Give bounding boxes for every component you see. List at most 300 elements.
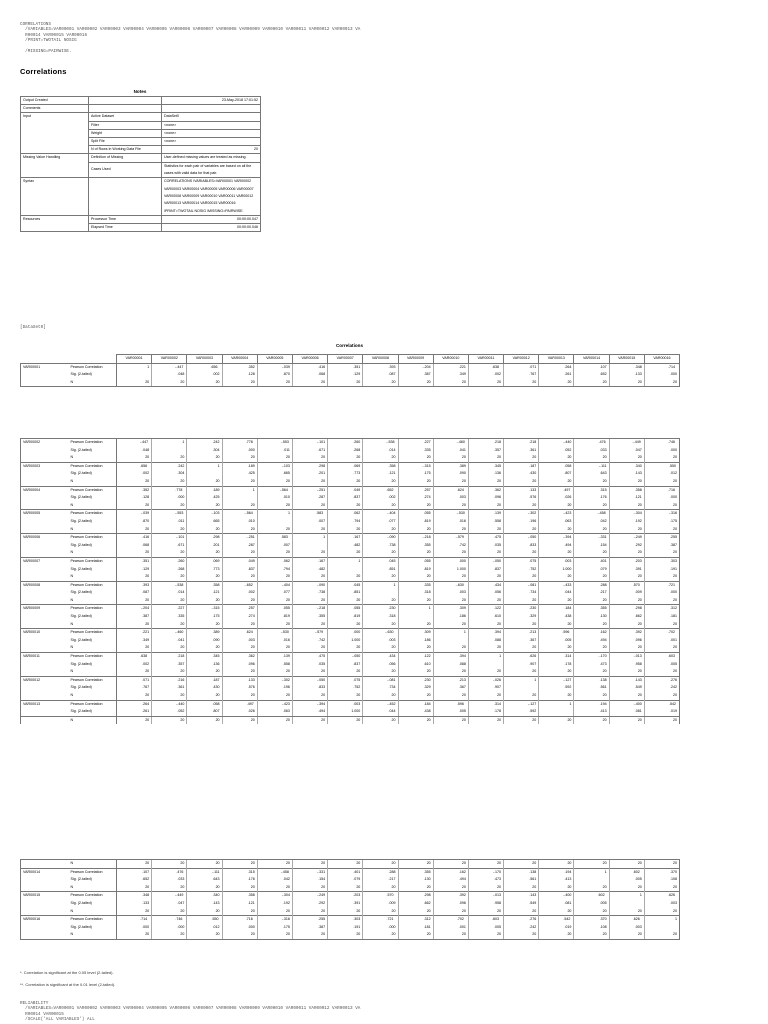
table-row [21,363,680,371]
correlation-cell: 20 [574,454,609,462]
correlation-cell: 20 [398,884,433,892]
row-variable-label: VAR00011 [21,653,69,661]
table-row [21,526,680,534]
correlation-cell: 20 [187,478,222,486]
correlation-cell: .367 [504,637,539,645]
notes-value: DataSet0 [162,113,261,121]
correlation-cell: 20 [222,573,257,581]
correlation-cell: 20 [539,502,574,510]
correlation-cell: -.400 [539,892,574,900]
correlation-cell: 20 [187,716,222,724]
table-row [21,924,680,932]
correlation-cell: .665 [187,518,222,526]
correlation-cell: .011 [257,447,292,455]
correlation-cell: .391 [328,900,363,908]
correlation-cell: .005 [644,661,679,669]
correlation-cell: 20 [468,549,503,557]
correlation-cell: .143 [187,900,222,908]
correlation-cell: .049 [222,557,257,565]
notes-value: CORRELATIONS /VARIABLES=VAR00001 VAR00002 VAR00003 VAR00004 VAR00005 VAR00006 VAR00007 VAR00008 VAR00009 VAR00010 VAR00011 VAR00012 VAR00013 VAR00014 VAR00015 VAR00016 /PRINT=TWOTAIL NOSIG /MISSING=PAIRWISE. [162,178,261,215]
correlation-cell: .217 [363,876,398,884]
correlation-cell: .068 [292,371,327,379]
table-row [21,478,680,486]
correlation-cell: 20 [117,668,152,676]
correlation-cell: .335 [152,613,187,621]
correlation-cell: 20 [468,931,503,939]
correlation-cell [433,637,468,645]
correlation-cell: .340 [609,462,644,470]
correlation-cell: 20 [117,716,152,724]
table-row [21,629,680,637]
correlation-cell: .167 [328,534,363,542]
correlation-cell: 20 [292,908,327,916]
row-variable-label: VAR00005 [21,510,69,518]
correlation-cell: 1 [504,676,539,684]
stat-label: Sig. (2-tailed) [69,876,117,884]
correlation-cell: .077 [363,518,398,526]
correlation-cell: .335 [398,581,433,589]
correlation-cell: 20 [433,860,468,869]
correlation-cell: .186 [398,637,433,645]
row-variable-label: VAR00006 [21,534,69,542]
correlation-cell: 20 [222,860,257,869]
correlation-cell: .438 [539,613,574,621]
correlation-cell: 20 [222,379,257,387]
correlation-cell: 20 [328,573,363,581]
table-row [21,542,680,550]
correlation-cell: .063 [539,518,574,526]
stat-label: Sig. (2-tailed) [69,589,117,597]
correlation-cell: .216 [152,676,187,684]
correlation-cell: .833 [504,542,539,550]
correlation-cell: -.447* [152,363,187,371]
correlation-cell: .907 [504,661,539,669]
correlation-cell: 20 [398,860,433,869]
correlation-cell: 20 [187,860,222,869]
correlation-cell: .016 [257,637,292,645]
table-row [21,439,680,447]
correlation-cell: .009 [363,900,398,908]
correlation-cell: .189 [187,486,222,494]
correlation-cell: 20 [504,478,539,486]
correlation-cell: -.013 [609,653,644,661]
correlation-cell: 20 [363,454,398,462]
correlation-cell: 1.000 [328,637,363,645]
correlation-cell [398,613,433,621]
notes-row [21,113,261,121]
correlation-cell: .002 [117,470,152,478]
correlation-cell: .475 [468,534,503,542]
correlation-cell: 20 [257,860,292,869]
correlation-cell [328,566,363,574]
correlation-cell: .000 [644,447,679,455]
correlation-cell: 20 [504,668,539,676]
notes-item-label [89,105,162,113]
dataset-label: [DataSet0] [20,325,46,330]
row-variable-label: VAR00002 [21,439,69,447]
correlation-cell: 20 [152,526,187,534]
stat-label: N [69,502,117,510]
table-row [21,884,680,892]
correlation-cell: -.452 [363,700,398,708]
correlation-cell: 20 [363,478,398,486]
correlation-cell: .242 [504,924,539,932]
column-header: VAR00009 [398,355,433,364]
correlation-cell: .181 [398,924,433,932]
stat-label: Pearson Correlation [69,363,117,371]
correlation-cell: -.553* [257,439,292,447]
notes-group-label: Input [21,113,89,121]
correlation-cell: .044 [363,708,398,716]
correlation-cell: .702** [644,629,679,637]
row-variable-label [21,668,69,676]
syntax-line: R00014 VAR00015 [20,1011,64,1017]
table-row [21,510,680,518]
correlation-cell: 20 [644,692,679,700]
correlation-cell: .349 [117,637,152,645]
correlation-cell: .261 [117,708,152,716]
correlation-cell: .592 [539,684,574,692]
table-row [21,379,680,387]
correlation-cell: 1.000 [328,708,363,716]
correlation-cell: 20 [328,454,363,462]
table-row [21,486,680,494]
correlation-cell: .003 [222,637,257,645]
correlation-cell: 20 [257,644,292,652]
correlation-cell: .837 [328,494,363,502]
correlation-cell: 20 [398,454,433,462]
correlation-cell: .819 [328,613,363,621]
correlation-cell: .088 [433,661,468,669]
correlation-cell: 20 [433,597,468,605]
correlation-cell: .000 [433,557,468,565]
correlation-cell: .079 [574,566,609,574]
correlation-cell: .033 [152,876,187,884]
correlation-cell: -.331 [574,534,609,542]
row-variable-label: VAR00008 [21,581,69,589]
correlation-cell: .292 [292,900,327,908]
correlation-cell: 20 [433,884,468,892]
correlation-cell: .351 [117,557,152,565]
table-row [21,371,680,379]
notes-row [21,224,261,232]
column-header: VAR00012 [504,355,539,364]
correlation-cell: .393 [117,581,152,589]
correlation-cell: -.630** [363,629,398,637]
correlation-cell: 20 [328,526,363,534]
correlation-cell: .230 [504,605,539,613]
column-header: VAR00005 [257,355,292,364]
correlation-cell: .062 [257,557,292,565]
correlation-cell: 20 [222,502,257,510]
correlation-cell: .416 [292,363,327,371]
correlation-cell: 20 [328,692,363,700]
correlation-cell: 20 [539,379,574,387]
correlation-cell: .088 [468,637,503,645]
column-header: VAR00013 [539,355,574,364]
correlation-cell: .058 [187,700,222,708]
correlation-cell: .494 [433,876,468,884]
correlation-cell: 1 [539,700,574,708]
correlation-cell: .192 [609,518,644,526]
correlation-cell: -.460* [152,629,187,637]
correlation-cell: 20 [504,454,539,462]
correlation-cell: .090 [433,470,468,478]
correlation-cell: .298 [187,534,222,542]
correlation-cell: 20 [504,549,539,557]
correlation-cell: .602** [574,892,609,900]
correlation-cell: .752 [328,684,363,692]
correlation-cell: .026 [222,708,257,716]
correlation-cell [574,876,609,884]
correlation-cell: -.170 [468,868,503,876]
correlation-cell: 20 [328,908,363,916]
row-variable-label [21,661,69,669]
correlation-cell: .019 [644,708,679,716]
correlation-cell: 1 [644,916,679,924]
correlation-cell: .738 [363,542,398,550]
correlation-cell: .133 [609,371,644,379]
notes-item-label: N of Rows in Working Data File [89,146,162,154]
syntax-log-top [20,22,360,54]
stat-label: N [69,931,117,939]
correlation-cell: .255 [644,534,679,542]
correlation-cell: .662 [398,900,433,908]
correlation-cell: 20 [539,621,574,629]
correlation-cell: .019 [539,924,574,932]
notes-item-label [89,97,162,105]
correlation-cell: 20 [187,502,222,510]
correlation-cell: .268 [152,566,187,574]
stat-label: N [69,884,117,892]
correlation-cell: 20 [152,692,187,700]
correlation-cell: 20 [644,478,679,486]
correlation-cell: .358 [222,892,257,900]
table-row [21,597,680,605]
correlation-cell: .063 [257,708,292,716]
correlation-cell: .181 [644,613,679,621]
correlation-cell: .055 [328,605,363,613]
correlation-cell: 1 [222,486,257,494]
correlation-cell: .011 [152,518,187,526]
stat-label: Sig. (2-tailed) [69,470,117,478]
correlation-cell: .055 [398,510,433,518]
correlation-cell: .721** [363,916,398,924]
correlation-cell: 20 [363,668,398,676]
correlation-cell: .643 [187,876,222,884]
correlation-cell: .129 [328,371,363,379]
correlation-cell: .592 [504,708,539,716]
correlation-cell: .576 [504,494,539,502]
correlation-cell: .138 [574,676,609,684]
correlation-cell: .003 [609,924,644,932]
correlation-cell: 20 [152,454,187,462]
notes-table [20,96,261,232]
correlation-cell: -.400 [609,700,644,708]
stat-label: Sig. (2-tailed) [69,542,117,550]
correlation-cell: 20 [257,668,292,676]
correlation-cell: .096 [468,494,503,502]
correlation-cell: .213 [433,676,468,684]
correlation-cell: .048 [152,371,187,379]
correlation-cell: .292 [609,542,644,550]
correlation-cell: .000 [644,371,679,379]
correlation-cell: 20 [222,908,257,916]
correlation-cell: 20 [257,478,292,486]
notes-caption: Notes [133,89,147,94]
correlation-cell: -.050 [468,557,503,565]
row-variable-label [21,502,69,510]
table-row [21,644,680,652]
correlation-cell: .303 [644,557,679,565]
correlation-cell: .002 [222,589,257,597]
correlation-cell: .357 [468,447,503,455]
page-title: Correlations [20,67,67,76]
correlation-cell: .497* [539,486,574,494]
correlation-cell: 20 [187,454,222,462]
correlation-cell: .362 [468,486,503,494]
correlation-cell: .005 [433,708,468,716]
table-row [21,494,680,502]
footnote-05: *. Correlation is significant at the 0.05 level (2-tailed). [20,970,114,975]
correlation-cell: .001 [644,637,679,645]
correlation-cell: .274 [398,494,433,502]
correlation-cell: 20 [609,478,644,486]
correlation-cell [187,470,222,478]
correlation-cell: 1 [328,557,363,565]
row-variable-label: VAR00016 [21,916,69,924]
correlation-cell: 20 [433,621,468,629]
correlation-cell: 20 [433,526,468,534]
correlation-cell: 20 [504,716,539,724]
correlation-cell: 20 [257,549,292,557]
correlation-cell: .154 [292,876,327,884]
correlation-cell: 20 [363,908,398,916]
correlation-cell: -.458* [257,868,292,876]
correlation-cell: -.423 [539,510,574,518]
column-header: VAR00014 [574,355,609,364]
correlations-table-part3 [20,859,680,940]
correlation-cell: 20 [468,454,503,462]
correlation-cell: 20 [398,668,433,676]
correlation-cell: 20 [468,884,503,892]
correlation-cell: .187 [504,462,539,470]
correlation-cell: .392 [433,892,468,900]
row-variable-label [21,597,69,605]
correlation-cell: 20 [117,502,152,510]
header-blank [21,355,117,364]
stat-label: Pearson Correlation [69,510,117,518]
correlation-cell: 20 [468,526,503,534]
correlation-cell: 20 [504,908,539,916]
correlation-cell: 20 [328,549,363,557]
correlation-cell: .175 [187,613,222,621]
correlation-cell: -.652** [222,581,257,589]
correlation-cell: -.103 [257,462,292,470]
table-row [21,700,680,708]
stat-label: Sig. (2-tailed) [69,371,117,379]
correlation-cell: 1 [609,892,644,900]
stat-label: Pearson Correlation [69,700,117,708]
correlation-cell: .096 [609,637,644,645]
table-row [21,454,680,462]
notes-item-label: Processor Time [89,215,162,223]
correlation-cell: 1 [398,605,433,613]
correlation-cell: -.440 [539,439,574,447]
syntax-line: /VARIABLES=VAR00001 VAR00002 VAR00003 VAR00004 VAR00005 VAR00006 VAR00007 VAR00008 VAR00009 VAR00010 VAR00011 VAR00012 VAR00013 VA [20,1006,361,1012]
stat-label: N [69,379,117,387]
correlation-cell: 20 [504,526,539,534]
correlation-cell: .355 [398,542,433,550]
correlation-cell: 20 [468,502,503,510]
notes-value: 00:00:00.047 [162,215,261,223]
correlation-cell: .665 [257,470,292,478]
stat-label: N [69,860,117,869]
correlation-cell: 20 [574,692,609,700]
table-row [21,676,680,684]
correlation-cell: -.440 [152,700,187,708]
correlation-cell: .014 [152,589,187,597]
correlation-cell: 20 [187,908,222,916]
notes-row [21,178,261,215]
correlation-cell: 20 [609,526,644,534]
correlation-cell: .349 [433,371,468,379]
correlation-cell: .056 [363,661,398,669]
notes-row [21,154,261,162]
notes-item-label: Elapsed Time [89,224,162,232]
correlation-cell: 20 [152,668,187,676]
correlation-cell: 20 [363,526,398,534]
correlation-cell: .218 [468,439,503,447]
row-variable-label [21,908,69,916]
correlation-cell: .139 [468,510,503,518]
correlation-cell [468,661,503,669]
correlation-cell: 20 [574,668,609,676]
correlation-cell: .274 [222,613,257,621]
correlation-cell: -.315 [187,605,222,613]
correlation-cell: 20 [433,668,468,676]
correlation-cell: 20 [574,573,609,581]
correlation-cell: 20 [504,573,539,581]
correlation-cell: 20 [433,549,468,557]
correlation-cell: .626** [609,916,644,924]
correlation-cell: 20 [504,502,539,510]
correlation-cell: 20 [398,379,433,387]
correlation-cell: .298 [609,605,644,613]
row-variable-label [21,637,69,645]
correlation-cell: 1 [187,462,222,470]
correlation-cell: 20 [257,621,292,629]
stat-label: Sig. (2-tailed) [69,684,117,692]
correlation-cell: .837 [468,566,503,574]
correlation-cell: -.127 [504,700,539,708]
table-row [21,470,680,478]
stat-label: N [69,621,117,629]
correlation-cell: .121 [609,494,644,502]
correlation-cell: 20 [292,454,327,462]
correlation-cell: .069 [187,557,222,565]
row-variable-label [21,684,69,692]
correlation-cell: .287 [292,494,327,502]
notes-value: Statistics for each pair of variables are based on all the cases with valid data for that pair. [162,162,261,178]
correlation-cell: .352 [222,363,257,371]
correlation-cell: .257 [398,486,433,494]
correlation-cell: .570** [609,581,644,589]
correlation-cell: .000 [222,447,257,455]
correlation-cell: .201 [292,470,327,478]
correlation-cell: .000 [644,494,679,502]
correlation-cell: .049 [328,486,363,494]
